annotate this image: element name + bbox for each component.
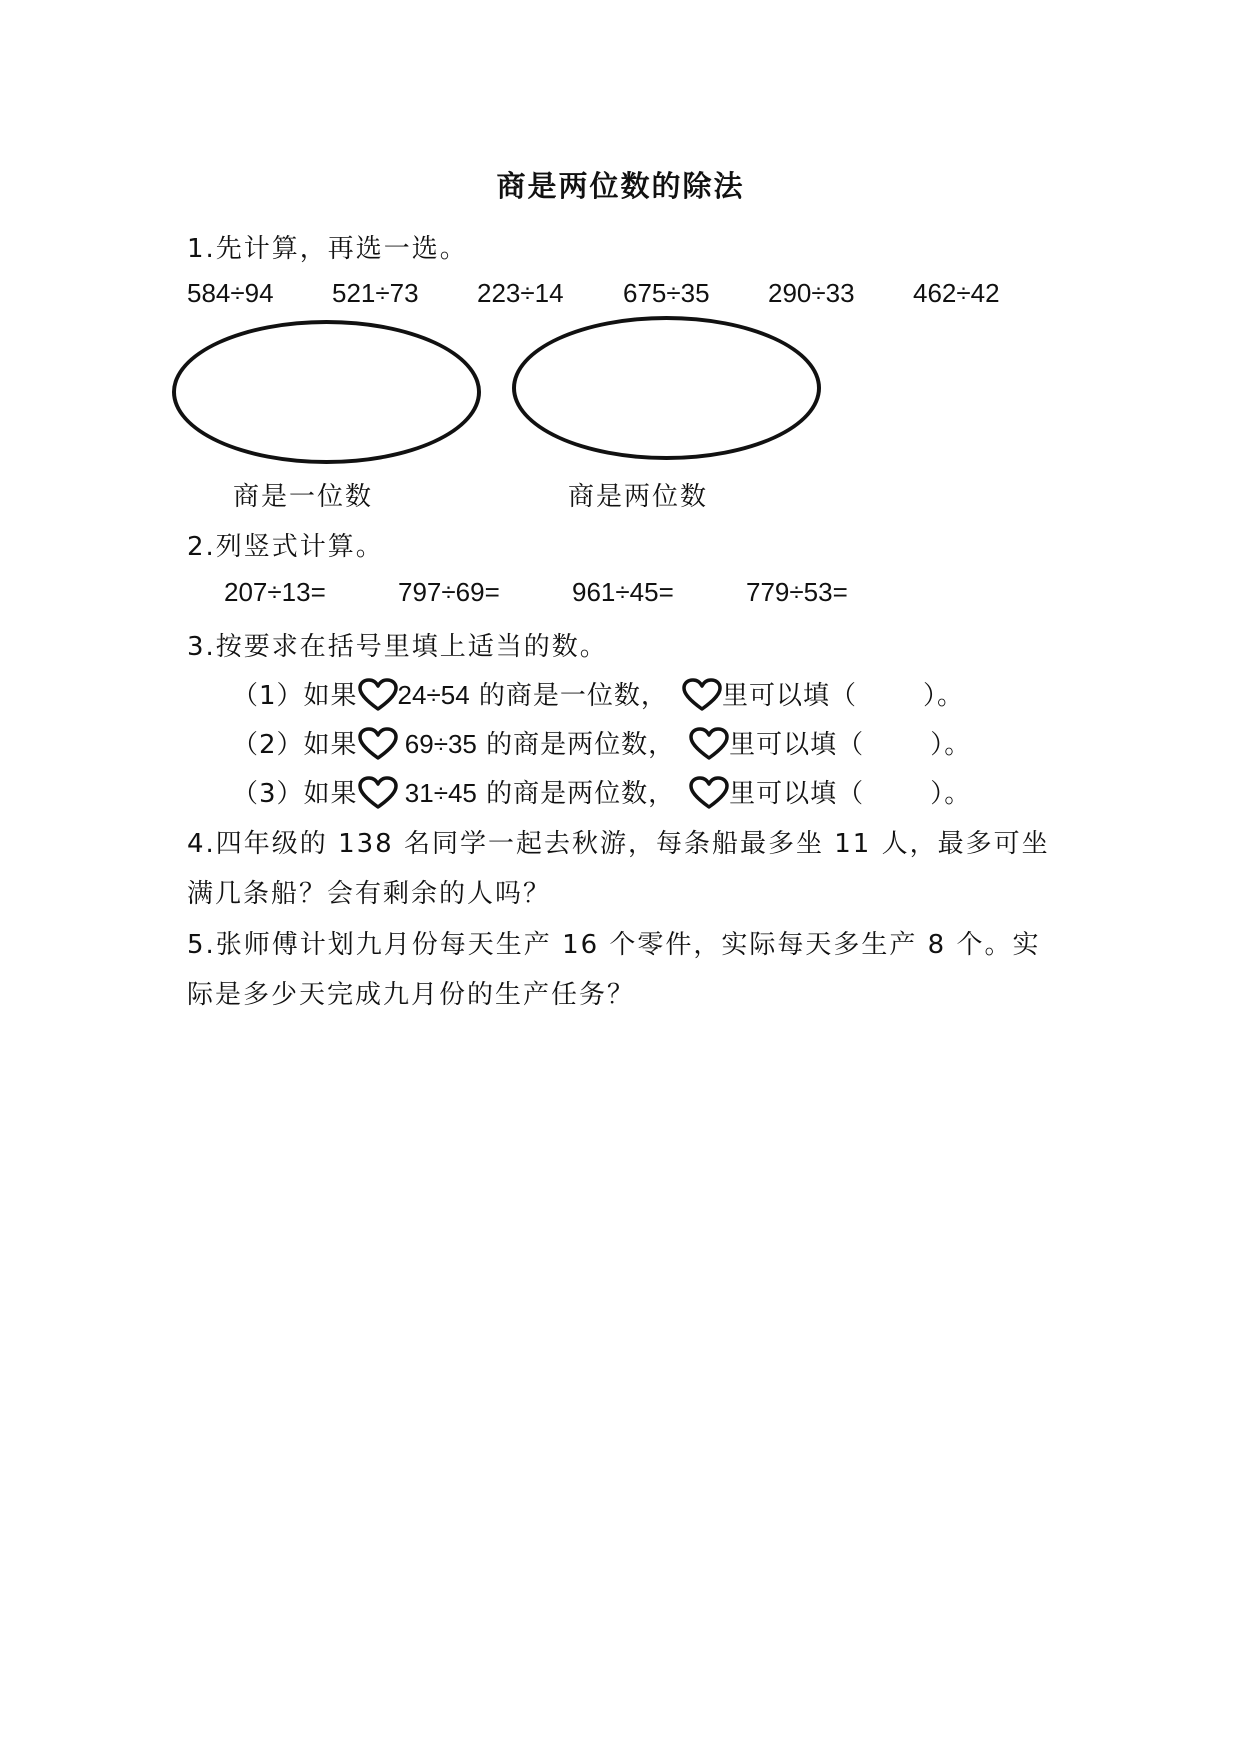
q2-expr-3: 961÷45= [572, 577, 674, 607]
q2-expr-1: 207÷13= [224, 577, 326, 607]
q3-prompt: 3.按要求在括号里填上适当的数。 [187, 632, 608, 662]
worksheet-title: 商是两位数的除法 [496, 169, 745, 203]
q3-item-1-mid: 的商是一位数， [478, 681, 668, 711]
q3-item-1-close: ）。 [922, 681, 964, 711]
q1-prompt: 1.先计算，再选一选。 [187, 234, 468, 264]
heart-icon [358, 727, 398, 761]
q3-item-3-expr: 31÷45 [397, 778, 477, 808]
q2-expr-4: 779÷53= [746, 577, 848, 607]
q3-item-1-expr: 24÷54 [397, 680, 470, 710]
q3-item-1-tail: 里可以填（ [721, 681, 857, 711]
q3-item-3-mid: 的商是两位数， [486, 779, 676, 809]
q1-expr-4: 675÷35 [623, 278, 710, 308]
q5-line-1: 5.张师傅计划九月份每天生产 16 个零件，实际每天多生产 8 个。实 [187, 930, 1041, 960]
q3-item-3-num: （3）如果 [232, 779, 358, 809]
heart-icon [682, 678, 722, 712]
q1-expr-2: 521÷73 [332, 278, 419, 308]
q3-item-2 [232, 724, 971, 761]
q1-expr-5: 290÷33 [768, 278, 855, 308]
q3-item-1-num: （1）如果 [232, 681, 358, 711]
heart-icon [358, 678, 398, 712]
q1-expr-3: 223÷14 [477, 278, 564, 308]
q3-item-2-close: ）。 [930, 730, 972, 760]
q3-item-2-num: （2）如果 [232, 730, 358, 760]
heart-icon [689, 727, 729, 761]
q3-item-3-tail: 里可以填（ [729, 779, 865, 809]
heart-icon [689, 776, 729, 810]
q3-item-3 [232, 773, 971, 810]
q5-line-2: 际是多少天完成九月份的生产任务？ [187, 980, 636, 1010]
q4-line-1: 4.四年级的 138 名同学一起去秋游，每条船最多坐 11 人，最多可坐 [187, 829, 1050, 859]
oval-label-two-digit: 商是两位数 [568, 482, 709, 512]
q2-expr-2: 797÷69= [398, 577, 500, 607]
q4-line-2: 满几条船？会有剩余的人吗？ [187, 879, 552, 909]
q1-expr-6: 462÷42 [913, 278, 1000, 308]
q2-prompt: 2.列竖式计算。 [187, 532, 384, 562]
oval-two-digit [512, 316, 821, 460]
heart-icon [358, 776, 398, 810]
q3-item-2-tail: 里可以填（ [729, 730, 865, 760]
oval-label-one-digit: 商是一位数 [233, 482, 374, 512]
oval-one-digit [172, 320, 481, 464]
q3-item-2-expr: 69÷35 [397, 729, 477, 759]
q3-item-2-mid: 的商是两位数， [486, 730, 676, 760]
q1-expr-1: 584÷94 [187, 278, 274, 308]
q3-item-1 [232, 675, 964, 712]
q3-item-3-close: ）。 [930, 779, 972, 809]
